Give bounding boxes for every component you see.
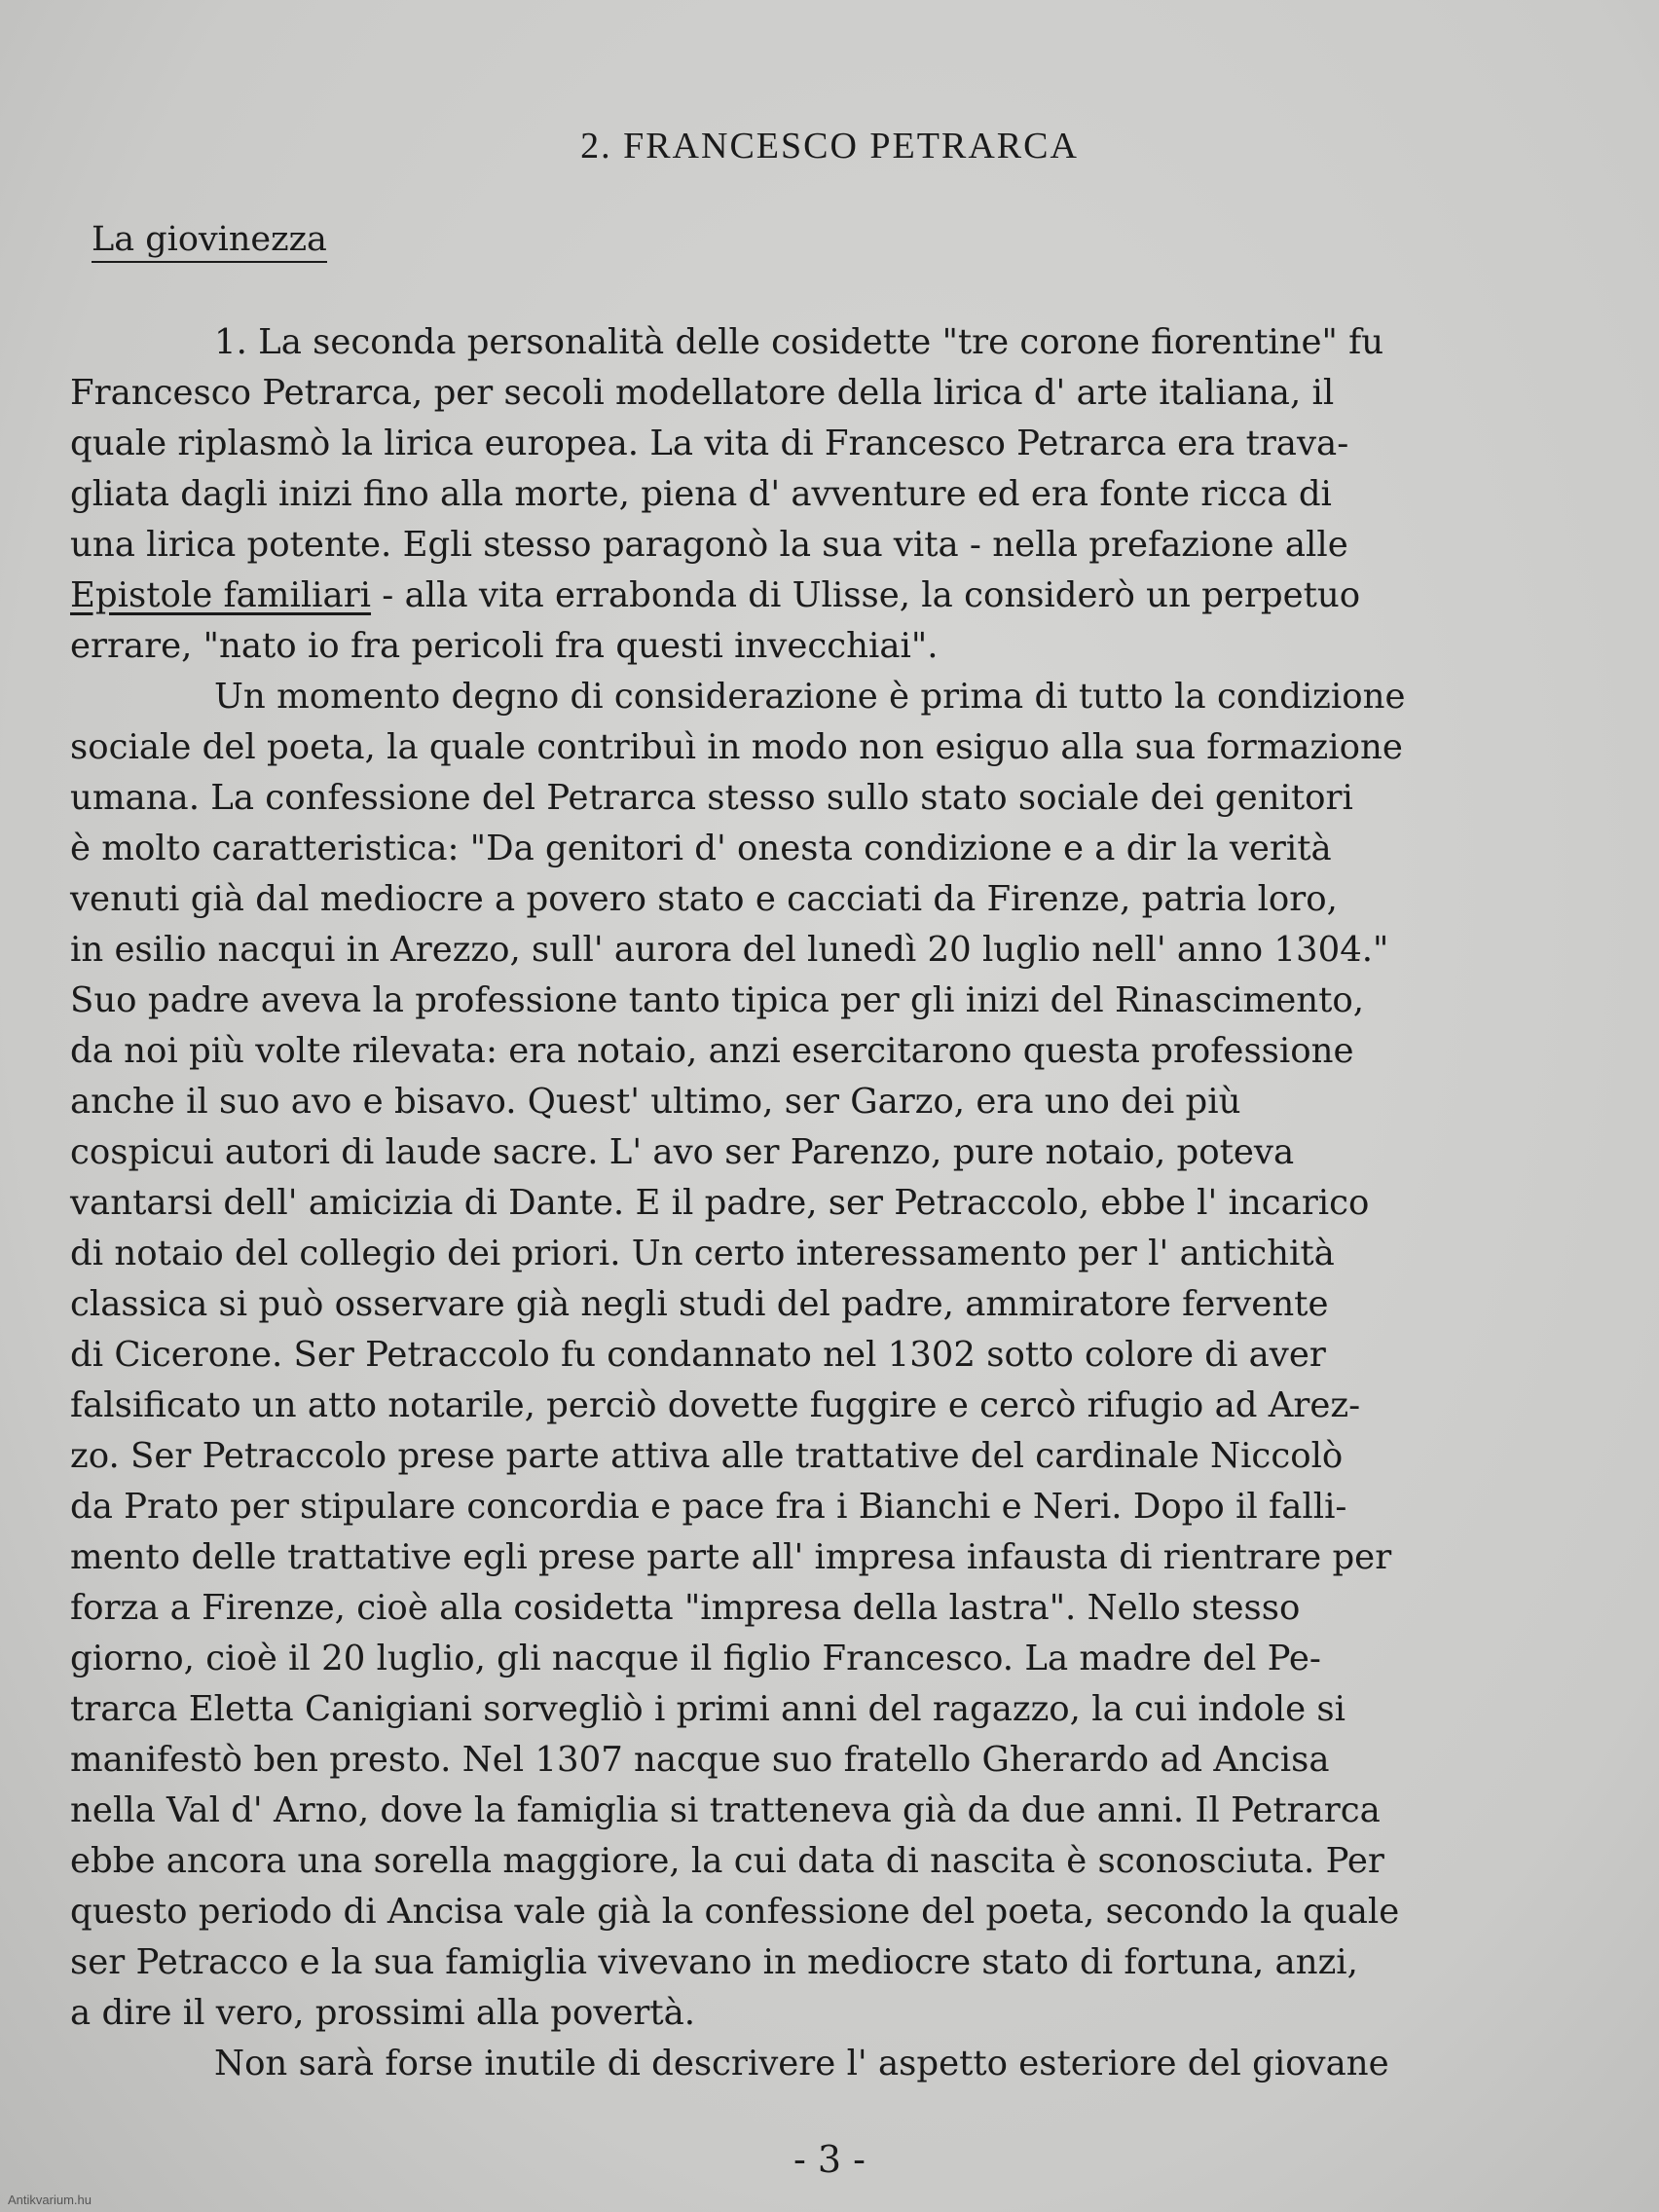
text-line: in esilio nacqui in Arezzo, sull' aurora del lunedì 20 luglio nell' anno 1304." bbox=[70, 930, 1389, 970]
text-line: trarca Eletta Canigiani sorvegliò i primi anni del ragazzo, la cui indole si bbox=[70, 1689, 1346, 1729]
chapter-title: 2. FRANCESCO PETRARCA bbox=[580, 126, 1079, 166]
text-line: ebbe ancora una sorella maggiore, la cui data di nascita è sconosciuta. Per bbox=[70, 1841, 1384, 1881]
text-line: è molto caratteristica: "Da genitori d' onesta condizione e a dir la verità bbox=[70, 829, 1332, 868]
text-line: mento delle trattative egli prese parte all' impresa infausta di rientrare per bbox=[70, 1537, 1392, 1577]
text-line: quale riplasmò la lirica europea. La vita di Francesco Petrarca era trava- bbox=[70, 424, 1349, 463]
text-line: Un momento degno di considerazione è prima di tutto la condizione bbox=[214, 677, 1406, 717]
text-line: una lirica potente. Egli stesso paragonò la sua vita - nella prefazione alle bbox=[70, 525, 1348, 565]
text-line: Francesco Petrarca, per secoli modellatore della lirica d' arte italiana, il bbox=[70, 373, 1335, 413]
page-number: - 3 - bbox=[793, 2138, 866, 2181]
text-line: di notaio del collegio dei priori. Un certo interessamento per l' antichità bbox=[70, 1234, 1335, 1273]
text-line: da noi più volte rilevata: era notaio, anzi esercitarono questa professione bbox=[70, 1031, 1354, 1071]
text-line: questo periodo di Ancisa vale già la confessione del poeta, secondo la quale bbox=[70, 1892, 1400, 1932]
text-line bbox=[70, 571, 1599, 621]
text-line-part: - alla vita errabonda di Ulisse, la considerò un perpetuo bbox=[371, 575, 1361, 615]
text-line: Suo padre aveva la professione tanto tipica per gli inizi del Rinascimento, bbox=[70, 980, 1365, 1020]
text-line: umana. La confessione del Petrarca stesso sullo stato sociale dei genitori bbox=[70, 778, 1353, 818]
text-line: sociale del poeta, la quale contribuì in modo non esiguo alla sua formazione bbox=[70, 727, 1403, 767]
work-title: Epistole familiari bbox=[70, 575, 372, 615]
body-text bbox=[70, 317, 1599, 2089]
text-line: giorno, cioè il 20 luglio, gli nacque il figlio Francesco. La madre del Pe- bbox=[70, 1639, 1321, 1678]
text-line: di Cicerone. Ser Petraccolo fu condannato nel 1302 sotto colore di aver bbox=[70, 1335, 1326, 1375]
text-line: da Prato per stipulare concordia e pace fra i Bianchi e Neri. Dopo il falli- bbox=[70, 1487, 1347, 1527]
text-line: zo. Ser Petraccolo prese parte attiva alle trattative del cardinale Niccolò bbox=[70, 1436, 1344, 1476]
text-line: vantarsi dell' amicizia di Dante. E il padre, ser Petraccolo, ebbe l' incarico bbox=[70, 1183, 1370, 1223]
text-line: classica si può osservare già negli studi del padre, ammiratore fervente bbox=[70, 1284, 1329, 1324]
text-line: Non sarà forse inutile di descrivere l' aspetto esteriore del giovane bbox=[214, 2044, 1389, 2083]
section-heading: La giovinezza bbox=[92, 220, 327, 263]
text-line: manifestò ben presto. Nel 1307 nacque suo fratello Gherardo ad Ancisa bbox=[70, 1740, 1330, 1780]
text-line: nella Val d' Arno, dove la famiglia si tratteneva già da due anni. Il Petrarca bbox=[70, 1790, 1381, 1830]
text-line: gliata dagli inizi fino alla morte, piena d' avventure ed era fonte ricca di bbox=[70, 474, 1332, 514]
watermark: Antikvarium.hu bbox=[8, 2193, 92, 2207]
text-line: 1. La seconda personalità delle cosidette "tre corone fiorentine" fu bbox=[214, 322, 1384, 362]
text-line: a dire il vero, prossimi alla povertà. bbox=[70, 1993, 696, 2033]
text-line: falsificato un atto notarile, perciò dovette fuggire e cercò rifugio ad Arez- bbox=[70, 1385, 1361, 1425]
text-line: errare, "nato io fra pericoli fra questi invecchiai". bbox=[70, 626, 939, 666]
text-line: forza a Firenze, cioè alla cosidetta "impresa della lastra". Nello stesso bbox=[70, 1588, 1301, 1628]
text-line: cospicui autori di laude sacre. L' avo ser Parenzo, pure notaio, poteva bbox=[70, 1132, 1295, 1172]
text-line: ser Petracco e la sua famiglia vivevano in mediocre stato di fortuna, anzi, bbox=[70, 1942, 1358, 1982]
text-line: anche il suo avo e bisavo. Quest' ultimo, ser Garzo, era uno dei più bbox=[70, 1082, 1241, 1122]
text-line: venuti già dal mediocre a povero stato e cacciati da Firenze, patria loro, bbox=[70, 879, 1338, 919]
